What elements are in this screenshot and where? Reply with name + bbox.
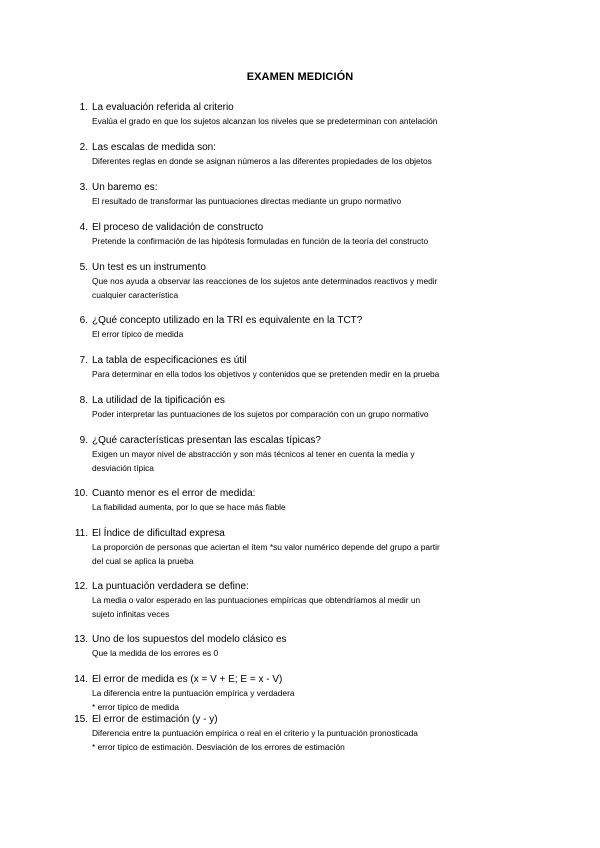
question-text: Uno de los supuestos del modelo clásico es bbox=[92, 634, 287, 645]
answer-line: sujeto infinitas veces bbox=[92, 609, 170, 619]
question-text: Cuanto menor es el error de medida: bbox=[92, 488, 256, 499]
question-number: 14. bbox=[74, 674, 88, 685]
question-number: 1. bbox=[79, 102, 88, 113]
answer-line: El resultado de transformar las puntuaciones directas mediante un grupo normativo bbox=[92, 196, 402, 206]
question-item bbox=[79, 394, 429, 421]
document-title: EXAMEN MEDICIÓN bbox=[246, 71, 354, 83]
question-number: 4. bbox=[79, 222, 88, 233]
question-number: 13. bbox=[74, 634, 88, 645]
question-number: 6. bbox=[79, 315, 88, 326]
question-item bbox=[79, 314, 363, 341]
question-item bbox=[79, 181, 402, 208]
answer-text bbox=[92, 274, 437, 302]
answer-line: Para determinar en ella todos los objetivos y contenidos que se pretenden medir en la prueba bbox=[92, 369, 440, 379]
question-text: Un baremo es: bbox=[92, 182, 158, 193]
question-number: 12. bbox=[74, 581, 88, 592]
question-item bbox=[74, 673, 295, 714]
answer-line: Evalúa el grado en que los sujetos alcanzan los niveles que se predeterminan con antelación bbox=[92, 116, 438, 126]
answer-text bbox=[92, 646, 287, 660]
answer-line: * error típico de estimación. Desviación de los errores de estimación bbox=[92, 742, 345, 752]
answer-text bbox=[92, 327, 362, 341]
question-text: La evaluación referida al criterio bbox=[92, 102, 234, 113]
question-item bbox=[74, 633, 287, 660]
answer-line: * error típico de medida bbox=[92, 702, 180, 712]
question-number: 15. bbox=[74, 714, 88, 725]
answer-line: desviación típica bbox=[92, 463, 154, 473]
question-item bbox=[79, 261, 438, 302]
question-item bbox=[79, 141, 432, 168]
question-text: El proceso de validación de constructo bbox=[92, 222, 264, 233]
answer-text bbox=[92, 114, 437, 128]
answer-line: Diferencia entre la puntuación empírica o real en el criterio y la puntuación pronosticada bbox=[92, 728, 418, 738]
answer-text bbox=[92, 407, 429, 421]
answer-text bbox=[92, 593, 420, 621]
answer-line: Exigen un mayor nivel de abstracción y son más técnicos al tener en cuenta la media y bbox=[92, 449, 415, 459]
question-number: 3. bbox=[79, 182, 88, 193]
answer-text bbox=[92, 367, 439, 381]
question-number: 2. bbox=[79, 142, 88, 153]
question-text: La utilidad de la tipificación es bbox=[92, 395, 225, 406]
answer-text bbox=[92, 154, 432, 168]
question-text: El error de estimación (y - y) bbox=[92, 714, 218, 725]
question-text: ¿Qué concepto utilizado en la TRI es equivalente en la TCT? bbox=[92, 315, 363, 326]
question-text: El error de medida es (x = V + E; E = x - V) bbox=[92, 674, 283, 685]
answer-line: La diferencia entre la puntuación empírica y verdadera bbox=[92, 688, 295, 698]
answer-text bbox=[92, 500, 286, 514]
question-item bbox=[79, 434, 415, 475]
question-text: El Índice de dificultad expresa bbox=[92, 528, 225, 539]
answer-text bbox=[92, 194, 401, 208]
answer-text bbox=[92, 726, 418, 754]
question-item bbox=[74, 527, 440, 568]
question-number: 8. bbox=[79, 395, 88, 406]
question-item bbox=[79, 354, 440, 381]
question-item bbox=[74, 580, 421, 621]
answer-text bbox=[92, 540, 440, 568]
answer-line: El error típico de medida bbox=[92, 329, 184, 339]
answer-line: cualquier característica bbox=[92, 290, 179, 300]
question-text: ¿Qué características presentan las escalas típicas? bbox=[92, 435, 321, 446]
question-number: 7. bbox=[79, 355, 88, 366]
question-text: Un test es un instrumento bbox=[92, 262, 206, 273]
question-item bbox=[74, 487, 286, 514]
question-number: 10. bbox=[74, 488, 88, 499]
answer-line: Que nos ayuda a observar las reacciones de los sujetos ante determinados reactivos y medir bbox=[92, 276, 438, 286]
question-text: La puntuación verdadera se define: bbox=[92, 581, 249, 592]
answer-line: La proporción de personas que aciertan el ítem *su valor numérico depende del grupo a partir bbox=[92, 542, 440, 552]
question-number: 11. bbox=[74, 528, 88, 539]
question-number: 5. bbox=[79, 262, 88, 273]
answer-text bbox=[92, 447, 415, 475]
question-item bbox=[79, 221, 429, 248]
answer-text bbox=[92, 686, 295, 714]
answer-line: Pretende la confirmación de las hipótesis formuladas en función de la teoría del constructo bbox=[92, 236, 429, 246]
question-number: 9. bbox=[79, 435, 88, 446]
answer-line: del cual se aplica la prueba bbox=[92, 556, 194, 566]
question-text: Las escalas de medida son: bbox=[92, 142, 216, 153]
answer-line: La media o valor esperado en las puntuaciones empíricas que obtendríamos al medir un bbox=[92, 595, 421, 605]
answer-text bbox=[92, 234, 428, 248]
answer-line: Poder interpretar las puntuaciones de los sujetos por comparación con un grupo normativo bbox=[92, 409, 429, 419]
question-item bbox=[79, 101, 438, 128]
answer-line: Que la medida de los errores es 0 bbox=[92, 648, 219, 658]
question-text: La tabla de especificaciones es útil bbox=[92, 355, 247, 366]
question-item bbox=[74, 713, 418, 754]
answer-line: Diferentes reglas en donde se asignan números a las diferentes propiedades de los objetos bbox=[92, 156, 432, 166]
answer-line: La fiabilidad aumenta, por lo que se hace más fiable bbox=[92, 502, 286, 512]
